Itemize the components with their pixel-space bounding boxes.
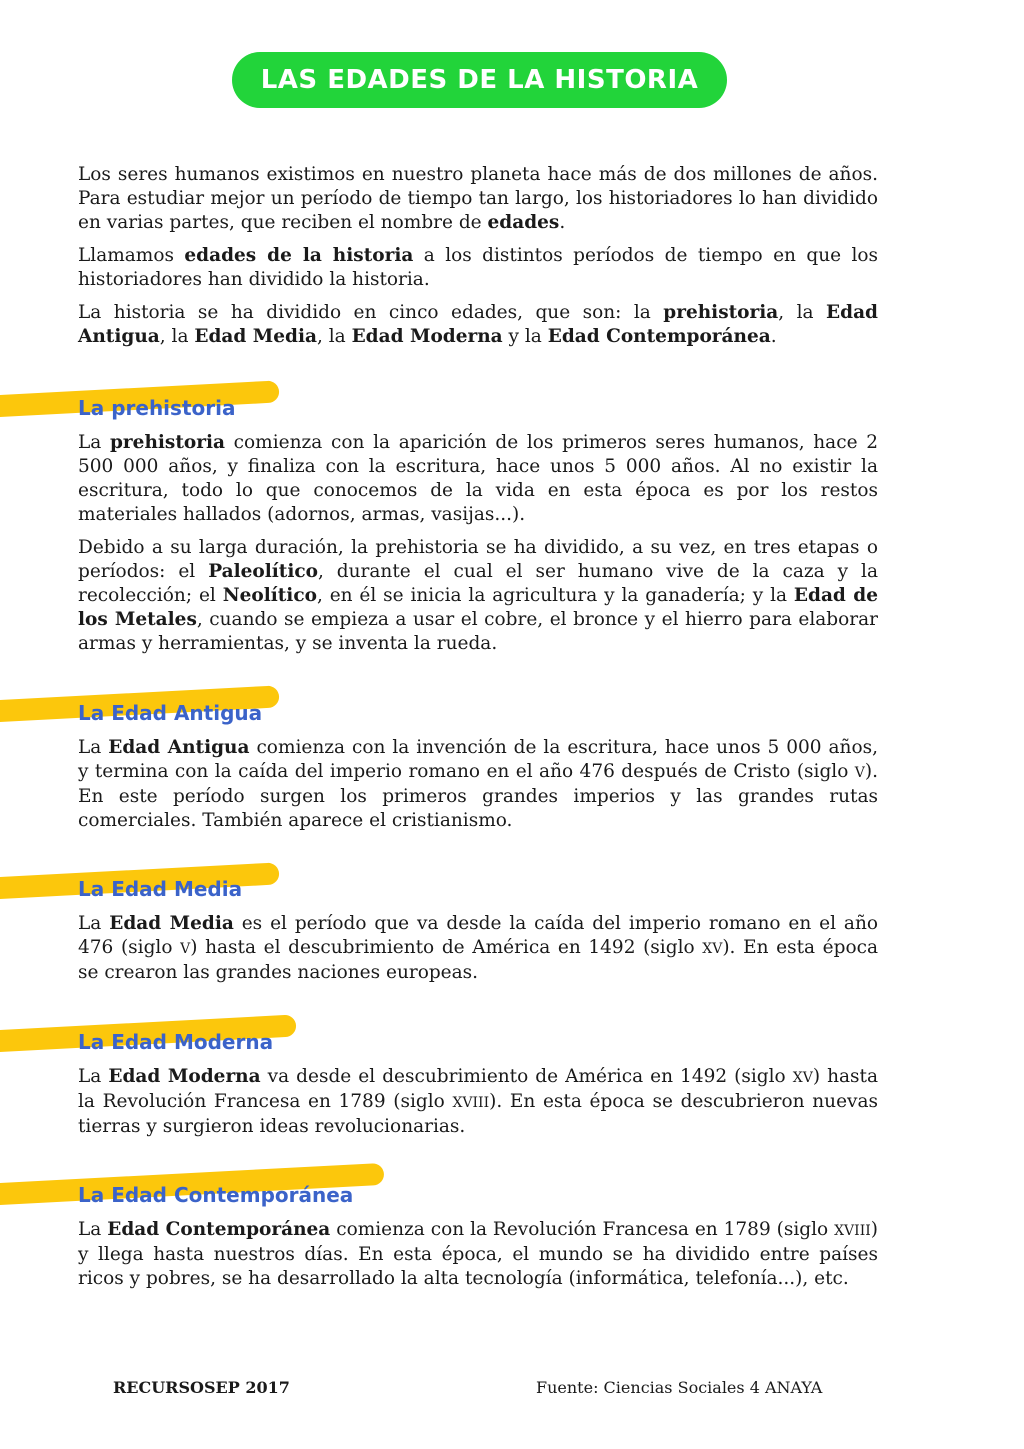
prehistoria-paragraph-1: La prehistoria comienza con la aparición de los primeros seres humanos, hace 2 500 000 años, y finaliza con la escritura, hace unos 5 000 años. Al no existir la escritura, todo lo que conocemos de la vida en esta época es por los restos materiales hallados (adornos, armas, vasijas...). [78, 432, 878, 525]
intro-paragraph-1: Los seres humanos existimos en nuestro planeta hace más de dos millones de años. Para estudiar mejor un período de tiempo tan largo, los historiadores lo han dividido en varias partes, que reciben el nombre de edades. [78, 164, 878, 233]
section-heading-media: La Edad Media [78, 877, 243, 901]
contemporanea-paragraph: La Edad Contemporánea comienza con la Revolución Francesa en 1789 (siglo XVIII) y llega hasta nuestros días. En esta época, el mundo se ha dividido entre países ricos y pobres, se ha desarrollado la alta tecnología (informática, telefonía...), etc. [78, 1219, 878, 1289]
footer-credit: RECURSOSEP 2017 [113, 1378, 290, 1397]
prehistoria-paragraph-2: Debido a su larga duración, la prehistoria se ha dividido, a su vez, en tres etapas o períodos: el Paleolítico, durante el cual el ser humano vive de la caza y la recolección; el Neolítico, en él se inicia la agricultura y la ganadería; y la Edad de los Metales, cuando se empieza a usar el cobre, el bronce y el hierro para elaborar armas y herramientas, y se inventa la rueda. [78, 537, 879, 654]
section-heading-contemporanea: La Edad Contemporánea [78, 1183, 354, 1207]
section-heading-prehistoria: La prehistoria [78, 396, 236, 420]
footer-source: Fuente: Ciencias Sociales 4 ANAYA [536, 1378, 823, 1397]
section-heading-antigua: La Edad Antigua [78, 701, 263, 725]
intro-paragraph-2: Llamamos edades de la historia a los distintos períodos de tiempo en que los historiadores han dividido la historia. [78, 245, 879, 290]
intro-paragraph-3: La historia se ha dividido en cinco edades, que son: la prehistoria, la Edad Antigua, la Edad Media, la Edad Moderna y la Edad Contemporánea. [78, 302, 878, 347]
moderna-paragraph: La Edad Moderna va desde el descubrimiento de América en 1492 (siglo XV) hasta la Revolución Francesa en 1789 (siglo XVIII). En esta época se descubrieron nuevas tierras y surgieron ideas revolucionarias. [78, 1066, 878, 1137]
antigua-paragraph: La Edad Antigua comienza con la invención de la escritura, hace unos 5 000 años, y termina con la caída del imperio romano en el año 476 después de Cristo (siglo V). En este período surgen los primeros grandes imperios y las grandes rutas comerciales. También aparece el cristianismo. [78, 737, 878, 831]
title-banner [232, 52, 727, 108]
section-heading-moderna: La Edad Moderna [78, 1030, 274, 1054]
media-paragraph: La Edad Media es el período que va desde la caída del imperio romano en el año 476 (siglo V) hasta el descubrimiento de América en 1492 (siglo XV). En esta época se crearon las grandes naciones europeas. [78, 913, 879, 983]
page-title: LAS EDADES DE LA HISTORIA [260, 65, 699, 95]
